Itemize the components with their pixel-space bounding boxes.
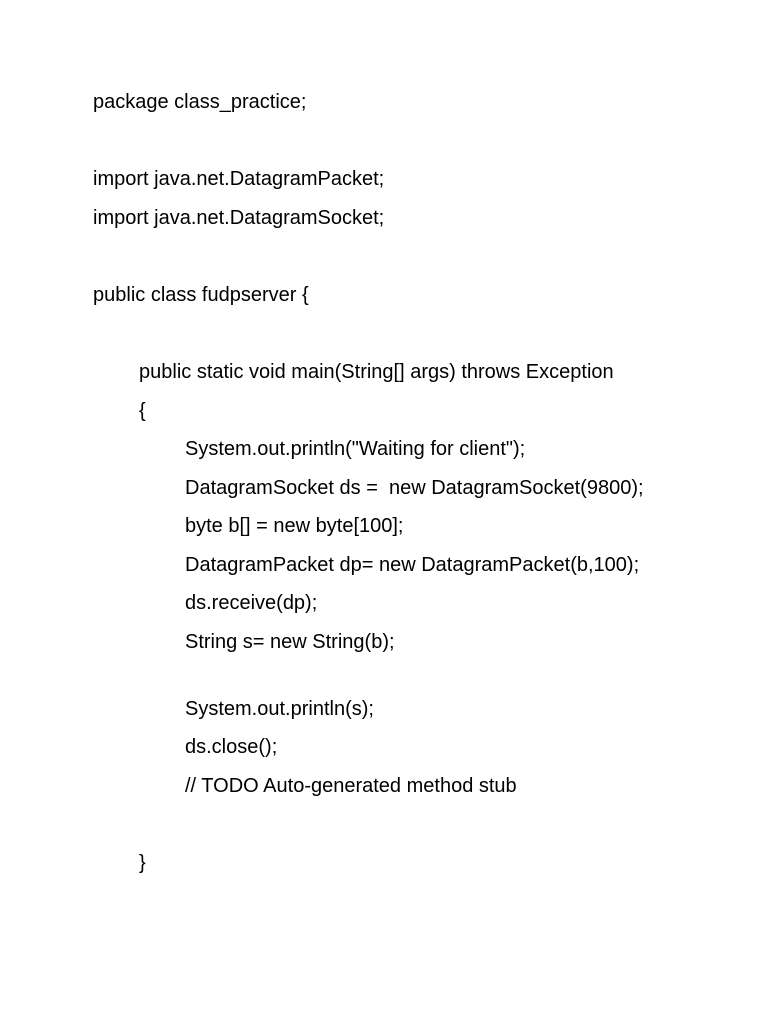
main-method-signature: public static void main(String[] args) throws Exception: [139, 361, 614, 383]
string-declaration: String s= new String(b);: [185, 631, 395, 653]
class-declaration: public class fudpserver {: [93, 284, 309, 306]
method-close-brace: }: [139, 852, 146, 874]
method-open-brace: {: [139, 400, 146, 422]
import-datagram-packet: import java.net.DatagramPacket;: [93, 168, 385, 190]
import-datagram-socket: import java.net.DatagramSocket;: [93, 207, 385, 229]
socket-declaration: DatagramSocket ds = new DatagramSocket(9800);: [185, 477, 644, 499]
packet-declaration: DatagramPacket dp= new DatagramPacket(b,100);: [185, 554, 640, 576]
byte-array-declaration: byte b[] = new byte[100];: [185, 515, 404, 537]
receive-statement: ds.receive(dp);: [185, 592, 318, 614]
print-string-statement: System.out.println(s);: [185, 698, 374, 720]
print-waiting-statement: System.out.println("Waiting for client");: [185, 438, 526, 460]
package-declaration: package class_practice;: [93, 91, 307, 113]
todo-comment: // TODO Auto-generated method stub: [185, 775, 517, 797]
close-statement: ds.close();: [185, 736, 278, 758]
